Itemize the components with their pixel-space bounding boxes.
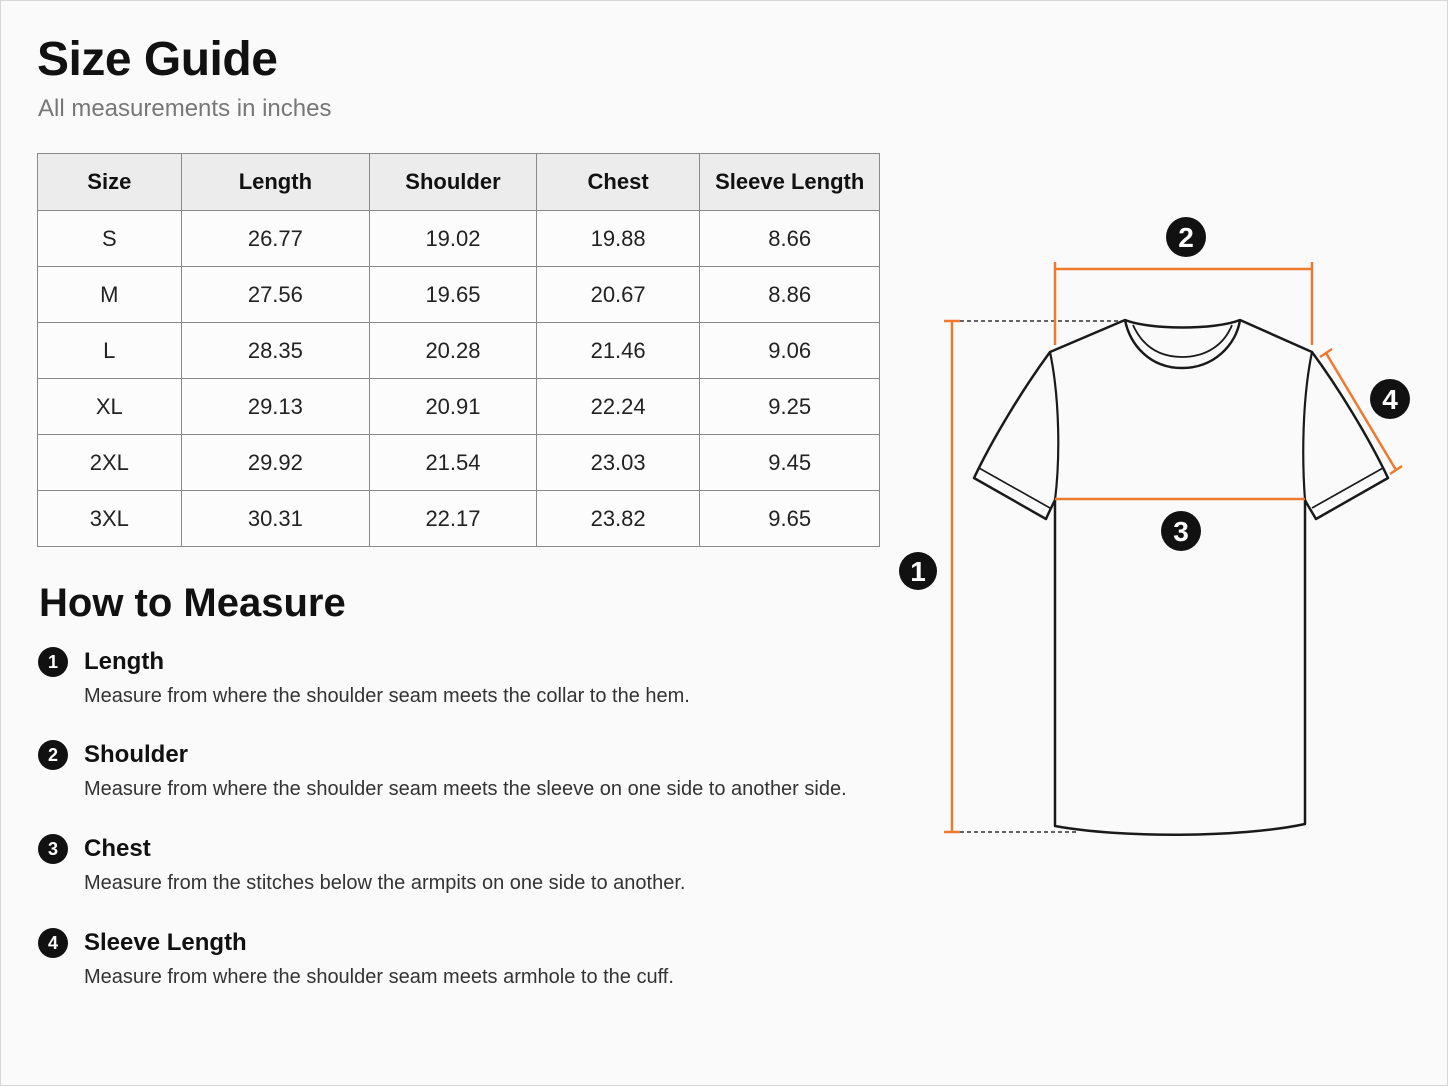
table-cell-chest: 20.67 bbox=[536, 267, 700, 323]
table-cell-size: XL bbox=[38, 379, 182, 435]
step-number-badge: 4 bbox=[38, 928, 68, 958]
table-cell-chest: 23.82 bbox=[536, 491, 700, 547]
page-subtitle: All measurements in inches bbox=[38, 95, 332, 122]
step-description: Measure from where the shoulder seam meets armhole to the cuff. bbox=[84, 966, 674, 988]
table-cell-shoulder: 19.65 bbox=[370, 267, 537, 323]
step-description: Measure from where the shoulder seam meets the collar to the hem. bbox=[84, 685, 690, 707]
table-cell-shoulder: 21.54 bbox=[370, 435, 537, 491]
table-cell-length: 28.35 bbox=[181, 323, 370, 379]
table-cell-size: 3XL bbox=[38, 491, 182, 547]
table-cell-sleeve-length: 9.06 bbox=[700, 323, 880, 379]
table-cell-chest: 19.88 bbox=[536, 211, 700, 267]
tshirt-outline bbox=[974, 320, 1388, 835]
svg-text:1: 1 bbox=[910, 556, 926, 587]
table-cell-length: 29.92 bbox=[181, 435, 370, 491]
step-number-badge: 1 bbox=[38, 647, 68, 677]
page-title: Size Guide bbox=[37, 33, 278, 86]
marker-length bbox=[899, 552, 937, 590]
table-cell-chest: 23.03 bbox=[536, 435, 700, 491]
table-cell-length: 27.56 bbox=[181, 267, 370, 323]
step-title: Shoulder bbox=[84, 741, 189, 768]
marker-chest bbox=[1161, 511, 1201, 551]
step-title: Sleeve Length bbox=[84, 929, 247, 956]
length-measure-line bbox=[944, 321, 960, 832]
table-cell-sleeve-length: 9.25 bbox=[700, 379, 880, 435]
table-cell-chest: 22.24 bbox=[536, 379, 700, 435]
step-number-badge: 2 bbox=[38, 740, 68, 770]
marker-sleeve-length bbox=[1370, 379, 1410, 419]
table-cell-chest: 21.46 bbox=[536, 323, 700, 379]
table-cell-shoulder: 22.17 bbox=[370, 491, 537, 547]
step-number-badge: 3 bbox=[38, 834, 68, 864]
table-cell-shoulder: 20.91 bbox=[370, 379, 537, 435]
table-cell-shoulder: 19.02 bbox=[370, 211, 537, 267]
column-header-shoulder: Shoulder bbox=[370, 154, 537, 211]
table-cell-sleeve-length: 9.45 bbox=[700, 435, 880, 491]
table-cell-shoulder: 20.28 bbox=[370, 323, 537, 379]
step-title: Chest bbox=[84, 835, 151, 862]
svg-text:3: 3 bbox=[1173, 516, 1189, 547]
column-header-sleeve-length: Sleeve Length bbox=[700, 154, 880, 211]
table-cell-size: S bbox=[38, 211, 182, 267]
table-cell-size: L bbox=[38, 323, 182, 379]
column-header-size: Size bbox=[38, 154, 182, 211]
table-cell-length: 26.77 bbox=[181, 211, 370, 267]
step-description: Measure from the stitches below the armpits on one side to another. bbox=[84, 872, 686, 894]
svg-text:4: 4 bbox=[1382, 384, 1398, 415]
table-cell-length: 30.31 bbox=[181, 491, 370, 547]
table-cell-size: 2XL bbox=[38, 435, 182, 491]
table-cell-sleeve-length: 8.86 bbox=[700, 267, 880, 323]
marker-shoulder bbox=[1166, 217, 1206, 257]
column-header-length: Length bbox=[181, 154, 370, 211]
step-description: Measure from where the shoulder seam meets the sleeve on one side to another side. bbox=[84, 778, 847, 800]
table-cell-sleeve-length: 8.66 bbox=[700, 211, 880, 267]
step-title: Length bbox=[84, 648, 164, 675]
table-cell-size: M bbox=[38, 267, 182, 323]
how-to-measure-title: How to Measure bbox=[39, 581, 346, 625]
svg-text:2: 2 bbox=[1178, 222, 1194, 253]
column-header-chest: Chest bbox=[536, 154, 700, 211]
table-cell-length: 29.13 bbox=[181, 379, 370, 435]
table-cell-sleeve-length: 9.65 bbox=[700, 491, 880, 547]
